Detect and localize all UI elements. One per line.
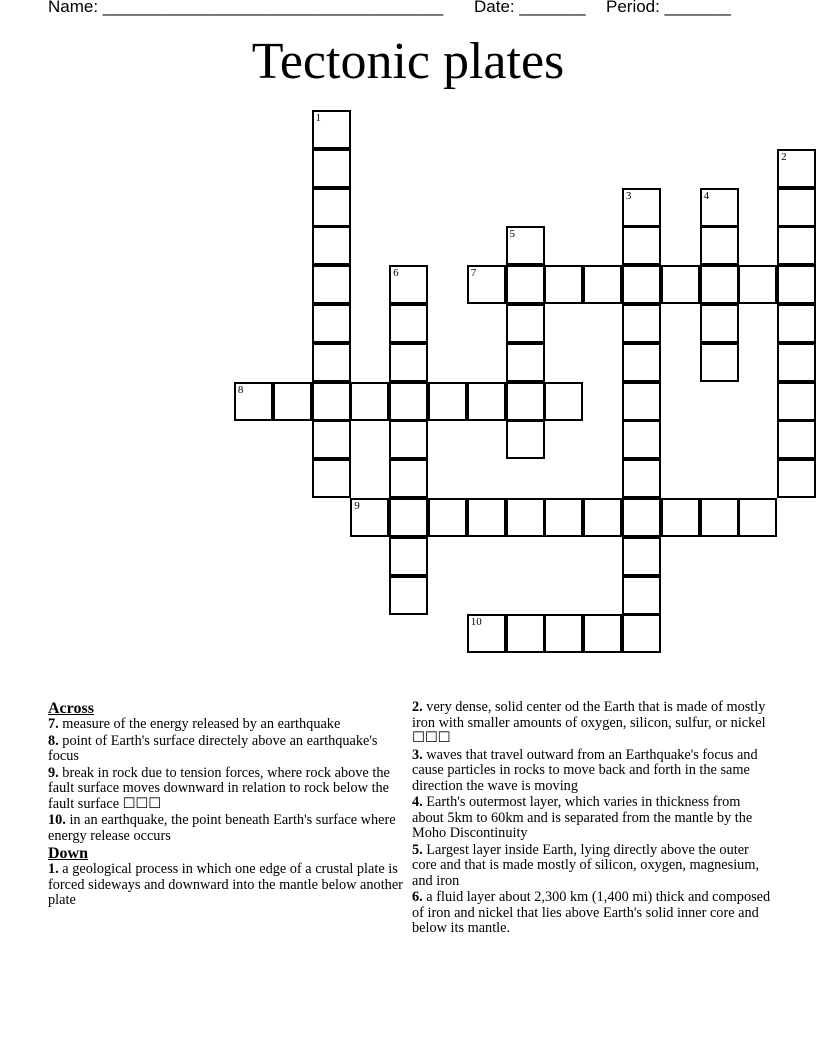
- grid-cell[interactable]: [506, 265, 545, 304]
- grid-cell[interactable]: [622, 382, 661, 421]
- clue-item-number: 10.: [48, 812, 66, 828]
- grid-cell[interactable]: [506, 304, 545, 343]
- clues-right-column: [412, 700, 772, 938]
- grid-cell[interactable]: [777, 459, 816, 498]
- clue-item-number: 4.: [412, 794, 423, 810]
- clue-item-number: 9.: [48, 764, 59, 781]
- grid-cell[interactable]: [777, 304, 816, 343]
- grid-cell[interactable]: [544, 614, 583, 653]
- date-field[interactable]: Date: _______: [474, 0, 586, 16]
- grid-cell[interactable]: [273, 382, 312, 421]
- down-clue-list-continued: [412, 700, 772, 937]
- across-heading: Across: [48, 700, 94, 717]
- grid-cell[interactable]: [622, 420, 661, 459]
- grid-cell[interactable]: [312, 420, 351, 459]
- grid-cell[interactable]: [389, 420, 428, 459]
- clue-number: 10: [470, 616, 482, 629]
- grid-cell[interactable]: [777, 420, 816, 459]
- clue-item: [48, 766, 403, 813]
- grid-cell[interactable]: [506, 614, 545, 653]
- grid-cell[interactable]: [738, 498, 777, 537]
- grid-cell[interactable]: [700, 226, 739, 265]
- grid-cell[interactable]: [428, 498, 467, 537]
- grid-cell[interactable]: [661, 265, 700, 304]
- grid-cell[interactable]: [777, 265, 816, 304]
- grid-cell[interactable]: [622, 498, 661, 537]
- clue-item-number: 2.: [412, 699, 423, 715]
- clue-item-number: 3.: [412, 746, 423, 763]
- clue-number: 9: [354, 500, 360, 512]
- grid-cell[interactable]: [312, 459, 351, 498]
- grid-cell[interactable]: [467, 265, 506, 304]
- clue-item-text: in an earthquake, the point beneath Earth's surface where energy release occurs: [48, 812, 396, 844]
- grid-cell[interactable]: [506, 343, 545, 382]
- grid-cell[interactable]: [583, 614, 622, 653]
- grid-cell[interactable]: [506, 420, 545, 459]
- page-title: Tectonic plates: [251, 33, 565, 90]
- grid-cell[interactable]: [428, 382, 467, 421]
- grid-cell[interactable]: [622, 459, 661, 498]
- grid-cell[interactable]: [777, 382, 816, 421]
- grid-cell[interactable]: [700, 188, 739, 227]
- clue-item: [412, 890, 772, 937]
- grid-cell[interactable]: [661, 498, 700, 537]
- clue-item-text: very dense, solid center od the Earth that is made of mostly iron with smaller amounts of oxygen, silicon, sulfur, or nickel ☐☐☐: [412, 699, 766, 746]
- grid-cell[interactable]: [312, 110, 351, 149]
- grid-cell[interactable]: [622, 304, 661, 343]
- clue-item: [412, 748, 772, 795]
- clue-item: [412, 843, 772, 890]
- grid-cell[interactable]: [583, 265, 622, 304]
- clue-number: 1: [315, 112, 321, 124]
- grid-cell[interactable]: [700, 498, 739, 537]
- grid-cell[interactable]: [350, 498, 389, 537]
- grid-cell[interactable]: [467, 614, 506, 653]
- grid-cell[interactable]: [312, 226, 351, 265]
- clue-item-number: 5.: [412, 841, 423, 858]
- grid-cell[interactable]: [312, 265, 351, 304]
- clue-item: [412, 700, 772, 747]
- clue-number: 7: [470, 267, 477, 280]
- grid-cell[interactable]: [700, 265, 739, 304]
- clue-number: 4: [703, 189, 709, 202]
- grid-cell[interactable]: [777, 226, 816, 265]
- clue-number: 2: [781, 150, 787, 163]
- grid-cell[interactable]: [389, 576, 428, 615]
- clue-item-text: a geological process in which one edge of a crustal plate is forced sideways and downward into the mantle below another plate: [48, 861, 403, 908]
- clue-item-text: Largest layer inside Earth, lying directly above the outer core and that is made mostly of silicon, oxygen, magnesium, and iron: [412, 841, 760, 889]
- grid-cell[interactable]: [506, 498, 545, 537]
- grid-cell[interactable]: [544, 382, 583, 421]
- name-field[interactable]: Name: ____________________________________: [48, 0, 444, 16]
- grid-cell[interactable]: [622, 537, 661, 576]
- grid-cell[interactable]: [622, 265, 661, 304]
- grid-cell[interactable]: [312, 382, 351, 421]
- grid-cell[interactable]: [312, 304, 351, 343]
- grid-cell[interactable]: [777, 149, 816, 188]
- grid-cell[interactable]: [777, 343, 816, 382]
- grid-cell[interactable]: [622, 614, 661, 653]
- clue-item-number: 1.: [48, 861, 59, 877]
- grid-cell[interactable]: [738, 265, 777, 304]
- clue-item-text: point of Earth's surface directely above an earthquake's focus: [48, 732, 378, 764]
- clue-item-number: 6.: [412, 889, 423, 905]
- down-heading: Down: [48, 845, 89, 862]
- grid-cell[interactable]: [389, 459, 428, 498]
- grid-cell[interactable]: [544, 265, 583, 304]
- clue-number: 6: [393, 267, 399, 280]
- clue-item-text: a fluid layer about 2,300 km (1,400 mi) thick and composed of iron and nickel that lies above Earth's solid inner core and below its mantle.: [412, 889, 771, 936]
- grid-cell[interactable]: [467, 382, 506, 421]
- grid-cell[interactable]: [506, 226, 545, 265]
- grid-cell[interactable]: [350, 382, 389, 421]
- clue-item-number: 8.: [48, 732, 59, 749]
- clue-item-text: measure of the energy released by an earthquake: [58, 716, 341, 732]
- clue-item: [48, 862, 403, 909]
- grid-cell[interactable]: [389, 382, 428, 421]
- grid-cell[interactable]: [234, 382, 273, 421]
- clue-item-number: 7.: [48, 716, 59, 732]
- clue-number: 8: [237, 383, 244, 396]
- grid-cell[interactable]: [622, 226, 661, 265]
- grid-cell[interactable]: [544, 498, 583, 537]
- grid-cell[interactable]: [700, 343, 739, 382]
- clue-item-text: Earth's outermost layer, which varies in thickness from about 5km to 60km and is separated from the mantle by the Moho Discontinuity: [412, 794, 753, 841]
- clue-item: [48, 734, 403, 765]
- grid-cell[interactable]: [506, 382, 545, 421]
- grid-cell[interactable]: [312, 149, 351, 188]
- grid-cell[interactable]: [312, 188, 351, 227]
- grid-cell[interactable]: [389, 343, 428, 382]
- clue-item-text: waves that travel outward from an Earthquake's focus and cause particles in rocks to move back and forth in the same direction the wave is moving: [412, 746, 758, 794]
- clue-number: 5: [509, 228, 515, 241]
- period-field[interactable]: Period: _______: [606, 0, 731, 16]
- grid-cell[interactable]: [777, 188, 816, 227]
- grid-cell[interactable]: [622, 576, 661, 615]
- grid-cell[interactable]: [389, 498, 428, 537]
- clue-item-text: break in rock due to tension forces, where rock above the fault surface moves downward in relation to rock below the fault surface ☐☐☐: [48, 764, 390, 812]
- clue-item: [48, 813, 403, 844]
- grid-cell[interactable]: [622, 188, 661, 227]
- across-clue-list: [48, 717, 403, 844]
- down-clue-list: [48, 862, 403, 909]
- grid-cell[interactable]: [622, 343, 661, 382]
- grid-cell[interactable]: [467, 498, 506, 537]
- grid-cell[interactable]: [389, 537, 428, 576]
- clues-left-column: [48, 700, 403, 910]
- clue-item: [48, 717, 403, 733]
- grid-cell[interactable]: [312, 343, 351, 382]
- clue-item: [412, 795, 772, 842]
- grid-cell[interactable]: [389, 304, 428, 343]
- grid-cell[interactable]: [583, 498, 622, 537]
- grid-cell[interactable]: [700, 304, 739, 343]
- clue-number: 3: [625, 189, 632, 202]
- grid-cell[interactable]: [389, 265, 428, 304]
